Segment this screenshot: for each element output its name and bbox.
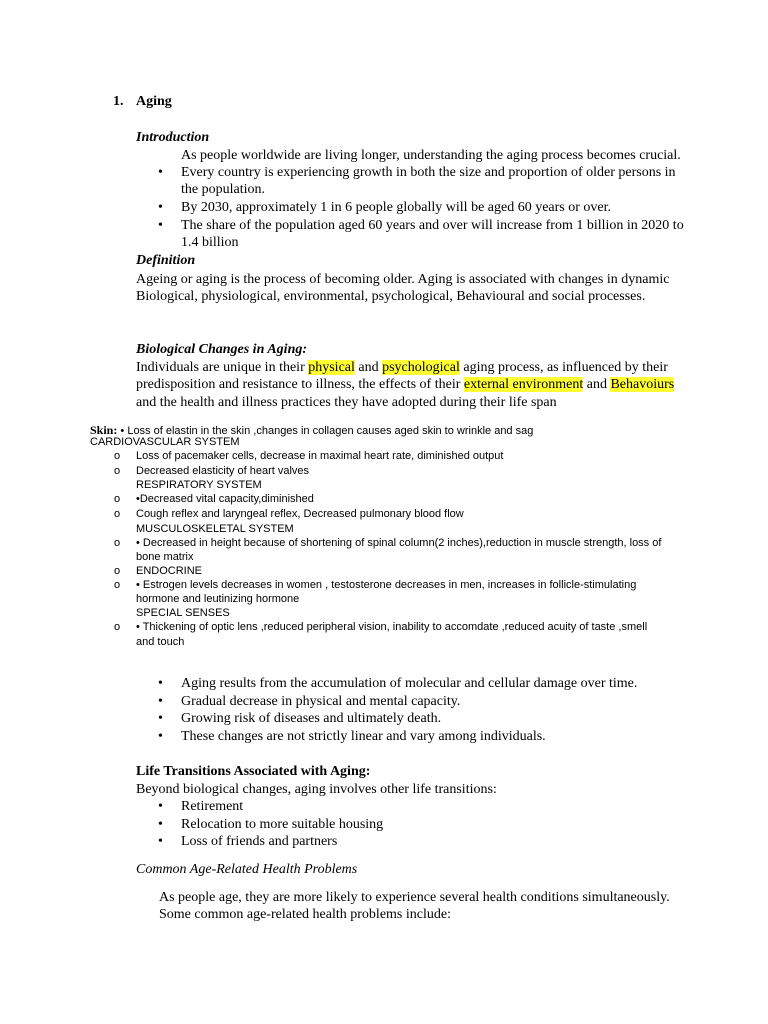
intro-bullet-2: By 2030, approximately 1 in 6 people globally will be aged 60 years or over. — [181, 200, 612, 215]
bullet-icon: • — [158, 694, 163, 709]
senses-line-2: and touch — [136, 636, 185, 648]
resp-heading: RESPIRATORY SYSTEM — [136, 479, 262, 491]
o-bullet-icon: o — [114, 508, 121, 520]
bullet-icon: • — [158, 676, 163, 691]
bullet-icon: • — [158, 729, 163, 744]
introduction-title: Introduction — [136, 130, 210, 145]
o-bullet-icon: o — [114, 465, 121, 477]
o-bullet-icon: o — [114, 537, 121, 549]
skin-label: Skin: — [90, 423, 118, 437]
bullet-icon: • — [158, 200, 163, 215]
senses-line-1: • Thickening of optic lens ,reduced peripheral vision, inability to accomdate ,reduced acuity of taste ,smell — [136, 621, 648, 633]
introduction-lead: As people worldwide are living longer, understanding the aging process becomes crucial. — [181, 148, 681, 163]
highlight-behaviours: Behavoiurs — [610, 377, 675, 392]
senses-heading: SPECIAL SENSES — [136, 607, 230, 619]
resp-item-1: •Decreased vital capacity,diminished — [136, 493, 314, 505]
transition-item-2: Relocation to more suitable housing — [181, 817, 384, 832]
page-title: Aging — [136, 94, 172, 109]
highlight-physical: physical — [308, 360, 355, 375]
summary-bullet-2: Gradual decrease in physical and mental capacity. — [181, 694, 461, 709]
highlight-external-environment: external environment — [463, 377, 584, 392]
transitions-title: Life Transitions Associated with Aging: — [136, 764, 371, 779]
musculo-heading: MUSCULOSKELETAL SYSTEM — [136, 523, 294, 535]
biological-line-2: predisposition and resistance to illness, the effects of their external environment and Behavoiurs — [136, 377, 675, 392]
skin-text: • Loss of elastin in the skin ,changes in collagen causes aged skin to wrinkle and sag — [117, 425, 534, 437]
intro-bullet-1-line-1: Every country is experiencing growth in both the size and proportion of older persons in — [181, 165, 676, 180]
biological-title: Biological Changes in Aging: — [136, 342, 308, 357]
intro-bullet-3-line-1: The share of the population aged 60 years and over will increase from 1 billion in 2020 to — [181, 218, 684, 233]
definition-line-2: Biological, physiological, environmental, psychological, Behavioural and social processes. — [136, 289, 646, 304]
health-line-2: Some common age-related health problems include: — [159, 907, 451, 922]
highlight-psychological: psychological — [382, 360, 460, 375]
musculo-line-2: bone matrix — [136, 551, 194, 563]
summary-bullet-4: These changes are not strictly linear and vary among individuals. — [181, 729, 546, 744]
health-line-1: As people age, they are more likely to experience several health conditions simultaneously. — [159, 890, 670, 905]
bullet-icon: • — [158, 711, 163, 726]
health-title: Common Age-Related Health Problems — [136, 862, 358, 877]
musculo-line-1: • Decreased in height because of shortening of spinal column(2 inches),reduction in muscle strength, loss of — [136, 537, 662, 549]
transition-item-3: Loss of friends and partners — [181, 834, 338, 849]
endocrine-line-2: hormone and leutinizing hormone — [136, 593, 300, 605]
cardio-item-2: Decreased elasticity of heart valves — [136, 465, 310, 477]
summary-bullet-3: Growing risk of diseases and ultimately death. — [181, 711, 442, 726]
cardio-heading: CARDIOVASCULAR SYSTEM — [90, 436, 240, 448]
intro-bullet-1-line-2: the population. — [181, 182, 265, 197]
bullet-icon: • — [158, 165, 163, 180]
resp-item-2: Cough reflex and laryngeal reflex, Decreased pulmonary blood flow — [136, 508, 464, 520]
bullet-icon: • — [158, 817, 163, 832]
o-bullet-icon: o — [114, 450, 121, 462]
intro-bullet-3-line-2: 1.4 billion — [181, 235, 239, 250]
summary-bullet-1: Aging results from the accumulation of molecular and cellular damage over time. — [181, 676, 638, 691]
heading-number: 1. — [113, 94, 124, 109]
o-bullet-icon: o — [114, 579, 121, 591]
definition-line-1: Ageing or aging is the process of becoming older. Aging is associated with changes in dynamic — [136, 272, 670, 287]
o-bullet-icon: o — [114, 493, 121, 505]
endocrine-line-1: • Estrogen levels decreases in women , testosterone decreases in men, increases in follicle-stimulating — [136, 579, 637, 591]
transition-item-1: Retirement — [181, 799, 244, 814]
o-bullet-icon: o — [114, 621, 121, 633]
bullet-icon: • — [158, 218, 163, 233]
bullet-icon: • — [158, 799, 163, 814]
endocrine-heading: ENDOCRINE — [136, 565, 203, 577]
cardio-item-1: Loss of pacemaker cells, decrease in maximal heart rate, diminished output — [136, 450, 504, 462]
o-bullet-icon: o — [114, 565, 121, 577]
transitions-lead: Beyond biological changes, aging involves other life transitions: — [136, 782, 497, 797]
biological-line-3: and the health and illness practices they have adopted during their life span — [136, 395, 557, 410]
biological-line-1: Individuals are unique in their physical and psychological aging process, as influenced by their — [136, 360, 668, 375]
definition-title: Definition — [136, 253, 196, 268]
bullet-icon: • — [158, 834, 163, 849]
